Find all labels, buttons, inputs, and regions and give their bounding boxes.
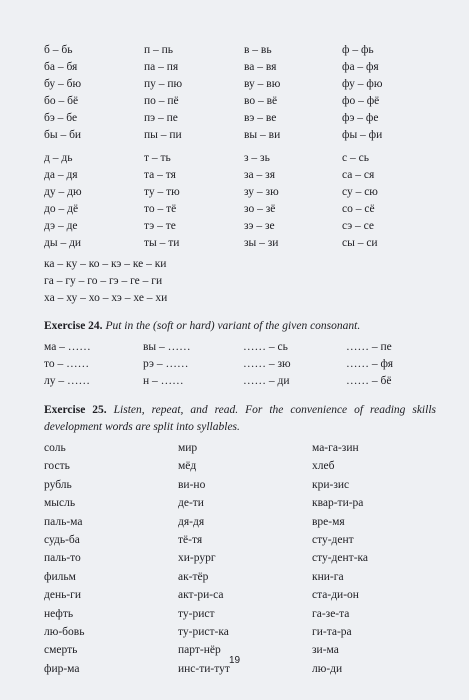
word-item: ви-но (178, 478, 206, 491)
blank-item: …… – сь (243, 341, 288, 353)
table-row (44, 549, 444, 567)
velar-syllable-line: ка – ку – ко – кэ – ке – ки (44, 258, 167, 270)
word-item: дя-дя (178, 515, 205, 528)
pair-cell: т – ть (144, 152, 171, 164)
pair-cell: ву – вю (244, 78, 281, 90)
table-row (44, 586, 444, 604)
word-item: инс-ти-тут (178, 662, 230, 675)
word-item: фир-ма (44, 662, 80, 675)
word-item: паль-ма (44, 515, 83, 528)
table-row (44, 494, 444, 512)
table-row (44, 150, 444, 167)
pair-cell: сы – си (342, 237, 378, 249)
word-item: мёд (178, 460, 197, 473)
table-row (44, 513, 444, 531)
pair-cell: бу – бю (44, 78, 82, 90)
exercise-number: Exercise 24. (44, 320, 103, 332)
pair-cell: дэ – де (44, 220, 78, 232)
word-item: ак-тёр (178, 570, 209, 583)
word-item: акт-ри-са (178, 589, 224, 602)
table-row (44, 235, 444, 252)
table-row (44, 218, 444, 235)
pair-cell: пэ – пе (144, 112, 178, 124)
pair-cell: ва – вя (244, 61, 277, 73)
page-number: 19 (228, 655, 241, 666)
pair-cell: за – зя (244, 169, 275, 181)
pair-cell: па – пя (144, 61, 179, 73)
pair-cell: ду – дю (44, 186, 82, 198)
table-row (44, 356, 444, 373)
word-item: парт-нёр (178, 644, 221, 657)
pair-cell: д – дь (44, 152, 73, 164)
pair-cell: су – сю (342, 186, 378, 198)
table-row (44, 93, 444, 110)
table-row (44, 568, 444, 586)
word-item: ги-та-ра (312, 625, 352, 638)
word-item: сту-дент-ка (312, 552, 369, 565)
word-item: тё-тя (178, 533, 203, 546)
pair-cell: ды – ди (44, 237, 82, 249)
word-item: паль-то (44, 552, 81, 565)
pair-cell: та – тя (144, 169, 176, 181)
word-item: сту-дент (312, 533, 354, 546)
exercise-24-blanks (44, 339, 444, 390)
word-item: фильм (44, 570, 76, 583)
pair-cell: пу – пю (144, 78, 183, 90)
word-item: де-ти (178, 497, 204, 510)
word-item: га-зе-та (312, 607, 350, 620)
word-item: день-ги (44, 589, 82, 602)
word-item: зи-ма (312, 644, 339, 657)
pair-cell: ту – тю (144, 186, 180, 198)
table-row (44, 167, 444, 184)
pair-cell: зо – зё (244, 203, 276, 215)
table-row (44, 531, 444, 549)
velar-syllable-line: га – гу – го – гэ – ге – ги (44, 275, 163, 287)
exercise-24-heading (44, 318, 436, 335)
pair-cell: бы – би (44, 129, 82, 141)
word-item: ма-га-зин (312, 442, 359, 454)
pair-cell: да – дя (44, 169, 78, 181)
table-row (44, 201, 444, 218)
word-item: ту-рист-ка (178, 625, 229, 638)
dental-pairs-table (44, 150, 444, 252)
table-row (44, 605, 444, 623)
pair-cell: з – зь (244, 152, 270, 164)
pair-cell: в – вь (244, 44, 272, 56)
pair-cell: во – вё (244, 95, 278, 107)
word-item: мир (178, 442, 198, 454)
blank-item: …… – бё (346, 375, 392, 387)
pair-cell: фа – фя (342, 61, 379, 73)
pair-cell: со – сё (342, 203, 375, 215)
pair-cell: ф – фь (342, 44, 374, 56)
word-item: смерть (44, 644, 78, 657)
exercise-instruction: Listen, repeat, and read. For the convenience of reading skills development words are split into syllables. (44, 404, 436, 433)
word-item: мысль (44, 497, 76, 510)
word-item: лю-бовь (44, 625, 85, 638)
blank-item: …… – пе (346, 341, 392, 353)
pair-cell: зэ – зе (244, 220, 275, 232)
word-item: кни-га (312, 570, 344, 583)
pair-cell: п – пь (144, 44, 174, 56)
pair-cell: са – ся (342, 169, 375, 181)
pair-cell: сэ – се (342, 220, 375, 232)
pair-cell: бэ – бе (44, 112, 78, 124)
word-item: рубль (44, 478, 72, 491)
word-item: ту-рист (178, 607, 215, 620)
pair-cell: фэ – фе (342, 112, 379, 124)
exercise-25-heading (44, 402, 436, 436)
word-item: хлеб (312, 460, 335, 473)
pair-cell: тэ – те (144, 220, 176, 232)
pair-cell: бо – бё (44, 95, 79, 107)
pair-cell: фо – фё (342, 95, 380, 107)
exercise-number: Exercise 25. (44, 404, 107, 416)
word-item: нефть (44, 607, 74, 620)
exercise-25-word-list (44, 439, 444, 678)
word-item: судь-ба (44, 533, 80, 546)
pair-cell: фу – фю (342, 78, 383, 90)
table-row (44, 110, 444, 127)
table-row (44, 339, 444, 356)
pair-cell: б – бь (44, 44, 73, 56)
pair-cell: зы – зи (244, 237, 279, 249)
word-item: соль (44, 442, 66, 454)
blank-item: ма – …… (44, 341, 91, 353)
table-row (44, 127, 444, 144)
table-row (44, 59, 444, 76)
velar-syllable-line: ха – ху – хо – хэ – хе – хи (44, 292, 168, 304)
word-item: хи-рург (178, 552, 216, 565)
table-row (44, 76, 444, 93)
word-item: вре-мя (312, 515, 345, 528)
blank-item: вы – …… (143, 341, 191, 353)
table-row (44, 457, 444, 475)
pair-cell: до – дё (44, 203, 79, 215)
table-row (44, 373, 444, 390)
table-row (44, 623, 444, 641)
pair-cell: фы – фи (342, 129, 383, 141)
pair-cell: зу – зю (244, 186, 279, 198)
pair-cell: ты – ти (144, 237, 180, 249)
blank-item: н – …… (143, 375, 184, 387)
table-row (44, 184, 444, 201)
pair-cell: по – пё (144, 95, 179, 107)
blank-item: …… – зю (243, 358, 291, 370)
pair-cell: ба – бя (44, 61, 78, 73)
blank-item: лу – …… (44, 375, 90, 387)
blank-item: рэ – …… (143, 358, 189, 370)
pair-cell: вы – ви (244, 129, 281, 141)
blank-item: то – …… (44, 358, 90, 370)
pair-cell: с – сь (342, 152, 369, 164)
word-item: гость (44, 460, 70, 473)
blank-item: …… – ди (243, 375, 290, 387)
pair-cell: вэ – ве (244, 112, 277, 124)
blank-item: …… – фя (346, 358, 394, 370)
word-item: кри-зис (312, 478, 350, 491)
word-item: ста-ди-он (312, 589, 359, 602)
pair-cell: пы – пи (144, 129, 182, 141)
word-item: лю-ди (312, 662, 343, 675)
table-row (44, 42, 444, 59)
pair-cell: то – тё (144, 203, 177, 215)
table-row (44, 476, 444, 494)
exercise-instruction: Put in the (soft or hard) variant of the given consonant. (105, 320, 361, 332)
labial-pairs-table (44, 42, 444, 144)
word-item: квар-ти-ра (312, 497, 364, 510)
table-row (44, 439, 444, 457)
